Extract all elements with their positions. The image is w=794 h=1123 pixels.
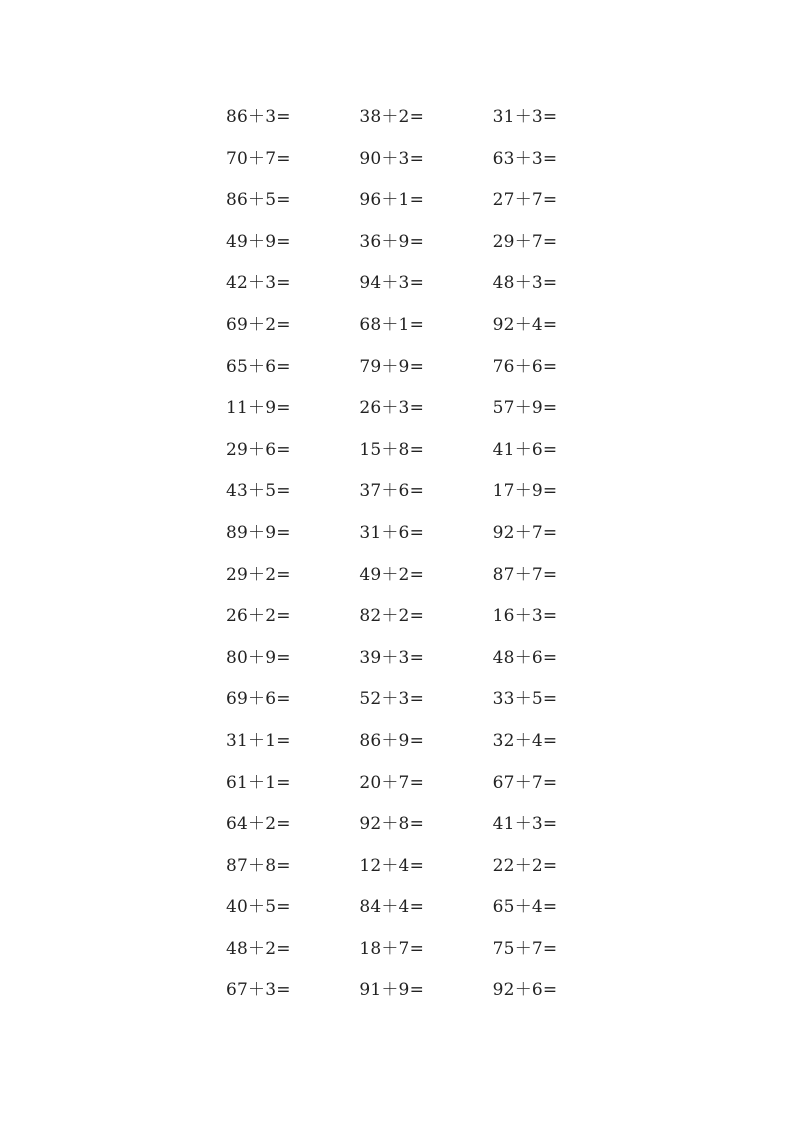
addition-problem: 92＋4= <box>492 314 558 335</box>
addition-problem: 48＋2= <box>226 938 291 959</box>
addition-problem: 90＋3= <box>359 148 425 169</box>
addition-problem: 39＋3= <box>359 647 425 668</box>
addition-problem: 18＋7= <box>359 938 425 959</box>
addition-problem: 68＋1= <box>359 314 425 335</box>
problem-row <box>226 355 626 397</box>
addition-problem: 91＋9= <box>359 980 425 1001</box>
problem-row <box>226 313 626 355</box>
addition-problem: 86＋3= <box>226 107 291 127</box>
addition-problem: 37＋6= <box>359 481 425 502</box>
addition-problem: 89＋9= <box>226 522 291 543</box>
problem-row <box>226 147 626 189</box>
addition-problem: 29＋2= <box>226 564 291 585</box>
addition-problem: 26＋2= <box>226 606 291 627</box>
addition-problem: 29＋6= <box>226 439 291 460</box>
addition-problem: 12＋4= <box>359 855 425 876</box>
addition-problem: 36＋9= <box>359 231 425 252</box>
addition-problem: 92＋8= <box>359 814 425 835</box>
addition-problem: 48＋3= <box>492 273 558 294</box>
addition-problem: 20＋7= <box>359 772 425 793</box>
problem-row <box>226 937 626 979</box>
problem-row <box>226 854 626 896</box>
addition-problem: 42＋3= <box>226 273 291 294</box>
addition-problem: 86＋9= <box>359 730 425 751</box>
addition-problem: 41＋6= <box>492 439 558 460</box>
addition-problem: 63＋3= <box>492 148 558 169</box>
addition-problem: 67＋7= <box>492 772 558 793</box>
addition-problem: 15＋8= <box>359 439 425 460</box>
addition-problem: 52＋3= <box>359 689 425 710</box>
addition-problem: 17＋9= <box>492 481 558 502</box>
addition-problem: 22＋2= <box>492 855 558 876</box>
addition-problem: 70＋7= <box>226 148 291 169</box>
addition-problem: 82＋2= <box>359 606 425 627</box>
addition-problem: 92＋7= <box>492 522 558 543</box>
problem-row <box>226 895 626 937</box>
addition-problem: 57＋9= <box>492 398 558 419</box>
problem-row <box>226 978 626 1020</box>
problem-row <box>226 438 626 480</box>
addition-problem: 41＋3= <box>492 814 558 835</box>
addition-problem: 48＋6= <box>492 647 558 668</box>
addition-problem: 92＋6= <box>492 980 558 1001</box>
problem-row <box>226 479 626 521</box>
addition-problem: 31＋1= <box>226 730 291 751</box>
problem-row <box>226 230 626 272</box>
addition-problem: 32＋4= <box>492 730 558 751</box>
addition-problem: 80＋9= <box>226 647 291 668</box>
addition-problem: 65＋6= <box>226 356 291 377</box>
problem-row <box>226 687 626 729</box>
problem-row <box>226 188 626 230</box>
addition-problem: 69＋2= <box>226 314 291 335</box>
addition-problem: 86＋5= <box>226 190 291 211</box>
addition-problem: 61＋1= <box>226 772 291 793</box>
problem-row <box>226 271 626 313</box>
problem-row <box>226 396 626 438</box>
addition-problem: 94＋3= <box>359 273 425 294</box>
addition-problem: 84＋4= <box>359 897 425 918</box>
addition-problem: 67＋3= <box>226 980 291 1001</box>
problem-row <box>226 812 626 854</box>
addition-problem: 29＋7= <box>492 231 558 252</box>
addition-problem: 64＋2= <box>226 814 291 835</box>
addition-problem: 96＋1= <box>359 190 425 211</box>
addition-problem: 38＋2= <box>359 107 425 127</box>
addition-problem: 69＋6= <box>226 689 291 710</box>
addition-problem: 43＋5= <box>226 481 291 502</box>
problem-row <box>226 729 626 771</box>
problem-row <box>226 604 626 646</box>
addition-problem: 87＋8= <box>226 855 291 876</box>
addition-problem: 11＋9= <box>226 398 291 419</box>
addition-problem: 31＋3= <box>492 107 558 127</box>
problem-row <box>226 521 626 563</box>
addition-problem: 27＋7= <box>492 190 558 211</box>
addition-problem: 75＋7= <box>492 938 558 959</box>
addition-problem: 79＋9= <box>359 356 425 377</box>
problem-row <box>226 563 626 605</box>
problem-row <box>226 105 626 147</box>
addition-worksheet <box>226 105 626 1020</box>
problem-row <box>226 771 626 813</box>
addition-problem: 76＋6= <box>492 356 558 377</box>
addition-problem: 26＋3= <box>359 398 425 419</box>
addition-problem: 16＋3= <box>492 606 558 627</box>
addition-problem: 49＋9= <box>226 231 291 252</box>
addition-problem: 31＋6= <box>359 522 425 543</box>
addition-problem: 87＋7= <box>492 564 558 585</box>
addition-problem: 65＋4= <box>492 897 558 918</box>
addition-problem: 40＋5= <box>226 897 291 918</box>
addition-problem: 33＋5= <box>492 689 558 710</box>
addition-problem: 49＋2= <box>359 564 425 585</box>
problem-row <box>226 646 626 688</box>
